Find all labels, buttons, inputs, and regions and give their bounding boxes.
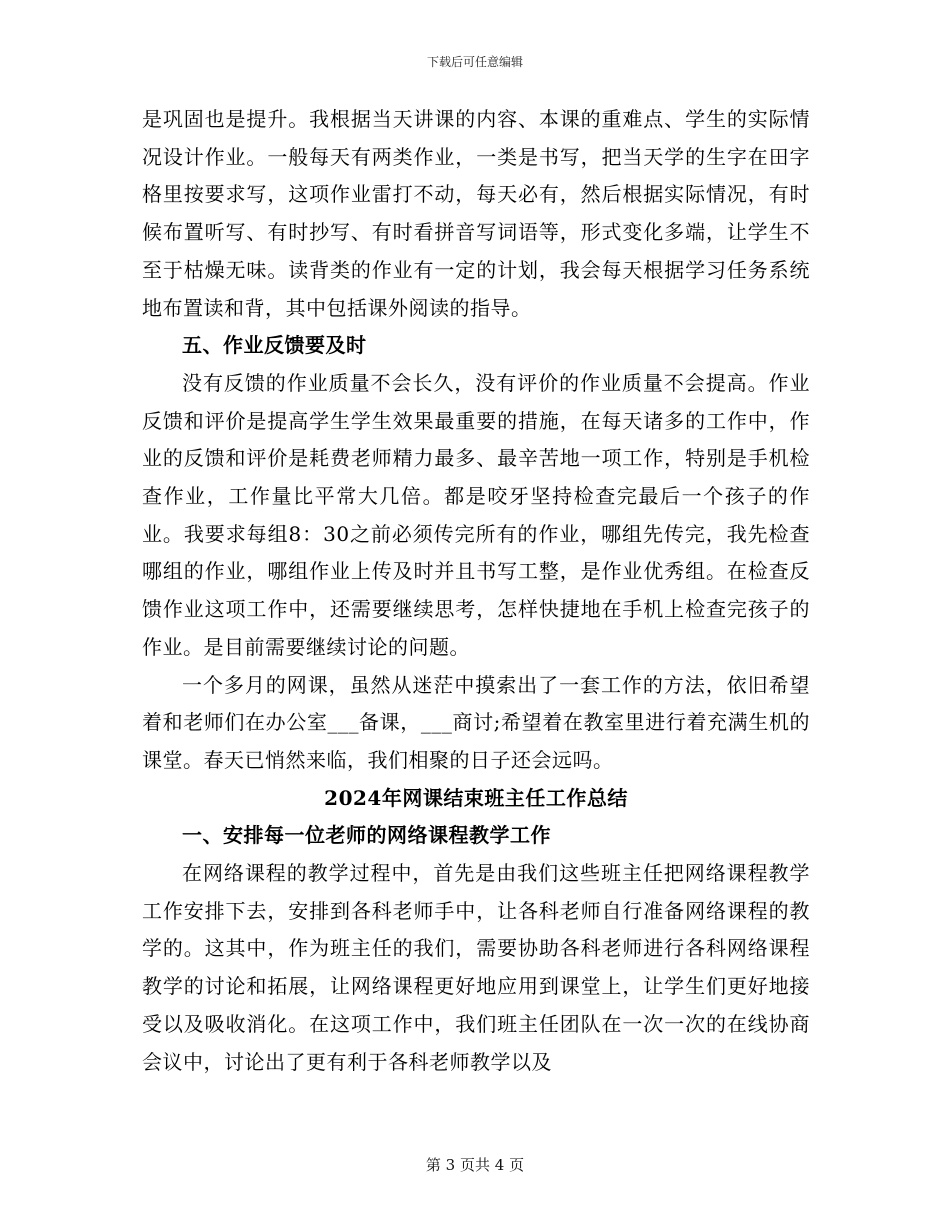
document-title: 2024年网课结束班主任工作总结	[324, 785, 628, 810]
document-body	[142, 101, 810, 1081]
paragraph-conclusion: 一个多月的网课，虽然从迷茫中摸索出了一套工作的方法，依旧希望着和老师们在办公室___备课，___商讨;希望着在教室里进行着充满生机的课堂。春天已悄然来临，我们相聚的日子还会远吗。	[142, 672, 810, 772]
page-footer: 第 3 页共 4 页	[425, 1156, 525, 1174]
paragraph-arrangement: 在网络课程的教学过程中，首先是由我们这些班主任把网络课程教学工作安排下去，安排到各科老师手中，让各科老师自行准备网络课程的教学的。这其中，作为班主任的我们，需要协助各科老师进行各科网络课程教学的讨论和拓展，让网络课程更好地应用到课堂上，让学生们更好地接受以及吸收消化。在这项工作中，我们班主任团队在一次一次的在线协商会议中，讨论出了更有利于各科老师教学以及	[142, 861, 810, 1074]
section-heading-5: 五、作业反馈要及时	[182, 333, 367, 358]
paragraph-feedback: 没有反馈的作业质量不会长久，没有评价的作业质量不会提高。作业反馈和评价是提高学生学生效果最重要的措施，在每天诸多的工作中，作业的反馈和评价是耗费老师精力最多、最辛苦地一项工作，特别是手机检查作业，工作量比平常大几倍。都是咬牙坚持检查完最后一个孩子的作业。我要求每组8：30之前必须传完所有的作业，哪组先传完，我先检查哪组的作业，哪组作业上传及时并且书写工整，是作业优秀组。在检查反馈作业这项工作中，还需要继续思考，怎样快捷地在手机上检查完孩子的作业。是目前需要继续讨论的问题。	[142, 370, 810, 659]
section-heading-1: 一、安排每一位老师的网络课程教学工作	[182, 823, 551, 848]
page-header: 下载后可任意编辑	[426, 55, 523, 69]
paragraph-continued: 是巩固也是提升。我根据当天讲课的内容、本课的重难点、学生的实际情况设计作业。一般每天有两类作业，一类是书写，把当天学的生字在田字格里按要求写，这项作业雷打不动，每天必有，然后根据实际情况，有时候布置听写、有时抄写、有时看拼音写词语等，形式变化多端，让学生不至于枯燥无味。读背类的作业有一定的计划，我会每天根据学习任务系统地布置读和背，其中包括课外阅读的指导。	[142, 107, 810, 320]
